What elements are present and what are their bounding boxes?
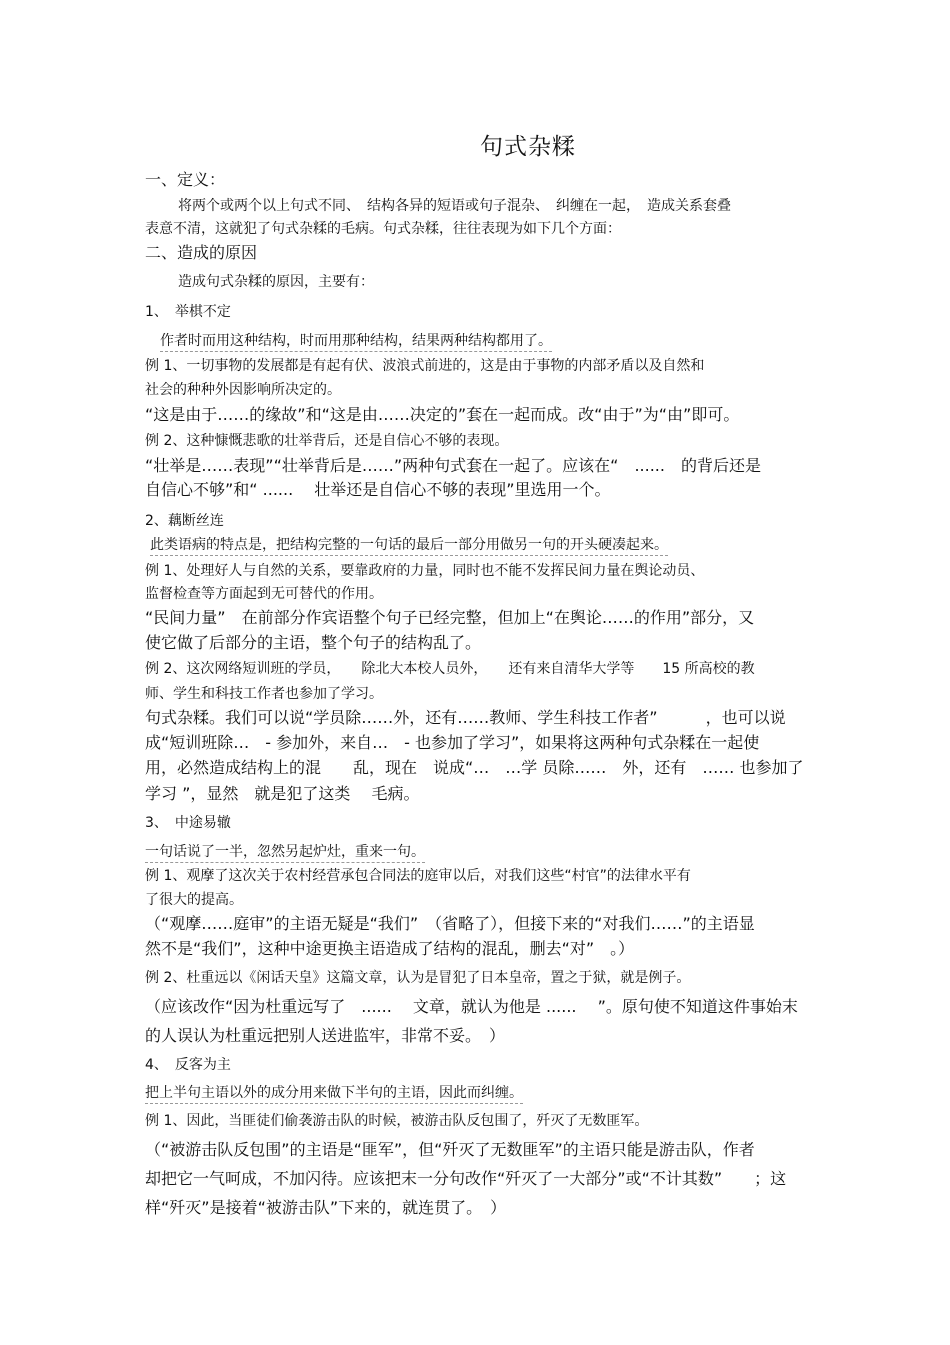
- definition-text: 一句话说了一半，忽然另起炉灶，重来一句。: [145, 844, 425, 863]
- paragraph-line: 造成句式杂糅的原因，主要有：: [178, 274, 374, 290]
- example-line: 例 2、这种慷慨悲歌的壮举背后，还是自信心不够的表现。: [145, 433, 509, 449]
- example-line: 社会的种种外因影响所决定的。: [145, 382, 341, 398]
- definition-text: 把上半句主语以外的成分用来做下半句的主语，因此而纠缠。: [145, 1085, 523, 1104]
- analysis-line: 却把它一气呵成，不加闪待。应该把末一分句改作“歼灭了一大部分”或“不计其数” ；这: [145, 1169, 787, 1188]
- example-line: 例 1、观摩了这次关于农村经营承包合同法的庭审以后，对我们这些“村官”的法律水平有: [145, 868, 691, 884]
- analysis-line: 样“歼灭”是接着“被游击队”下来的，就连贯了。 ）: [145, 1198, 507, 1217]
- analysis-line: 使它做了后部分的主语，整个句子的结构乱了。: [145, 633, 482, 652]
- analysis-line: 用，必然造成结构上的混 乱，现在 说成“… …学 员除…… 外，还有 …… 也参加了: [145, 758, 804, 777]
- example-line: 了很大的提高。: [145, 892, 243, 908]
- definition-text: 此类语病的特点是，把结构完整的一句话的最后一部分用做另一句的开头硬凑起来。: [150, 537, 668, 556]
- analysis-line: 句式杂糅。我们可以说“学员除……外，还有……教师、学生科技工作者” ，也可以说: [145, 708, 786, 727]
- example-line: 例 2、杜重远以《闲话天皇》这篇文章，认为是冒犯了日本皇帝，置之于狱，就是例子。: [145, 970, 691, 986]
- analysis-line: （“观摩……庭审”的主语无疑是“我们” （省略了），但接下来的“对我们……”的主语显: [145, 914, 755, 933]
- analysis-line: （应该改作“因为杜重远写了 ...... 文章，就认为他是 ...... ”。原句使不知道这件事始末: [145, 997, 798, 1016]
- analysis-line: 学习 ”，显然 就是犯了这类 毛病。: [145, 784, 420, 803]
- subsection-heading: 3、 中途易辙: [145, 815, 231, 831]
- analysis-line: “民间力量” 在前部分作宾语整个句子已经完整，但加上“在舆论……的作用”部分，又: [145, 608, 755, 627]
- analysis-line: “这是由于……的缘故”和“这是由……决定的”套在一起而成。改“由于”为“由”即可。: [145, 405, 740, 424]
- example-line: 监督检查等方面起到无可替代的作用。: [145, 586, 383, 602]
- analysis-line: “壮举是……表现”“壮举背后是……”两种句式套在一起了。应该在“ ...... 的背后还是: [145, 456, 761, 475]
- example-line: 例 1、一切事物的发展都是有起有伏、波浪式前进的，这是由于事物的内部矛盾以及自然和: [145, 358, 705, 374]
- example-line: 师、学生和科技工作者也参加了学习。: [145, 686, 383, 702]
- underlined-definition: [145, 842, 425, 862]
- analysis-line: 的人误认为杜重远把别人送进监牢，非常不妥。 ）: [145, 1026, 506, 1045]
- analysis-line: 然不是“我们”，这种中途更换主语造成了结构的混乱，删去“对” 。）: [145, 939, 635, 958]
- section-heading-definition: 一、定义：: [145, 170, 226, 189]
- underlined-definition: [145, 1083, 523, 1103]
- example-line: 例 1、处理好人与自然的关系，要靠政府的力量，同时也不能不发挥民间力量在舆论动员、: [145, 563, 705, 579]
- section-heading-causes: 二、造成的原因: [145, 243, 258, 262]
- subsection-heading: 4、 反客为主: [145, 1057, 231, 1073]
- underlined-definition: [160, 331, 552, 351]
- example-line: 例 1、因此，当匪徒们偷袭游击队的时候，被游击队反包围了，歼灭了无数匪军。: [145, 1113, 649, 1129]
- subsection-heading: 2、藕断丝连: [145, 513, 224, 529]
- underlined-definition: [150, 535, 668, 555]
- subsection-heading: 1、 举棋不定: [145, 304, 231, 320]
- document-title: 句式杂糅: [480, 134, 576, 160]
- example-line: 例 2、这次网络短训班的学员， 除北大本校人员外， 还有来自清华大学等 15 所高校的教: [145, 661, 755, 677]
- definition-text: 作者时而用这种结构，时而用那种结构，结果两种结构都用了。: [160, 333, 552, 352]
- paragraph-line: 表意不清，这就犯了句式杂糅的毛病。句式杂糅，往往表现为如下几个方面：: [145, 221, 621, 237]
- analysis-line: 成“短训班除… - 参加外，来自… - 也参加了学习”，如果将这两种句式杂糅在一起使: [145, 733, 760, 752]
- analysis-line: （“被游击队反包围”的主语是“匪军”，但“歼灭了无数匪军”的主语只能是游击队，作者: [145, 1140, 755, 1159]
- paragraph-line: 将两个或两个以上句式不同、 结构各异的短语或句子混杂、 纠缠在一起， 造成关系套叠: [178, 198, 731, 214]
- analysis-line: 自信心不够”和“ ...... 壮举还是自信心不够的表现”里选用一个。: [145, 480, 611, 499]
